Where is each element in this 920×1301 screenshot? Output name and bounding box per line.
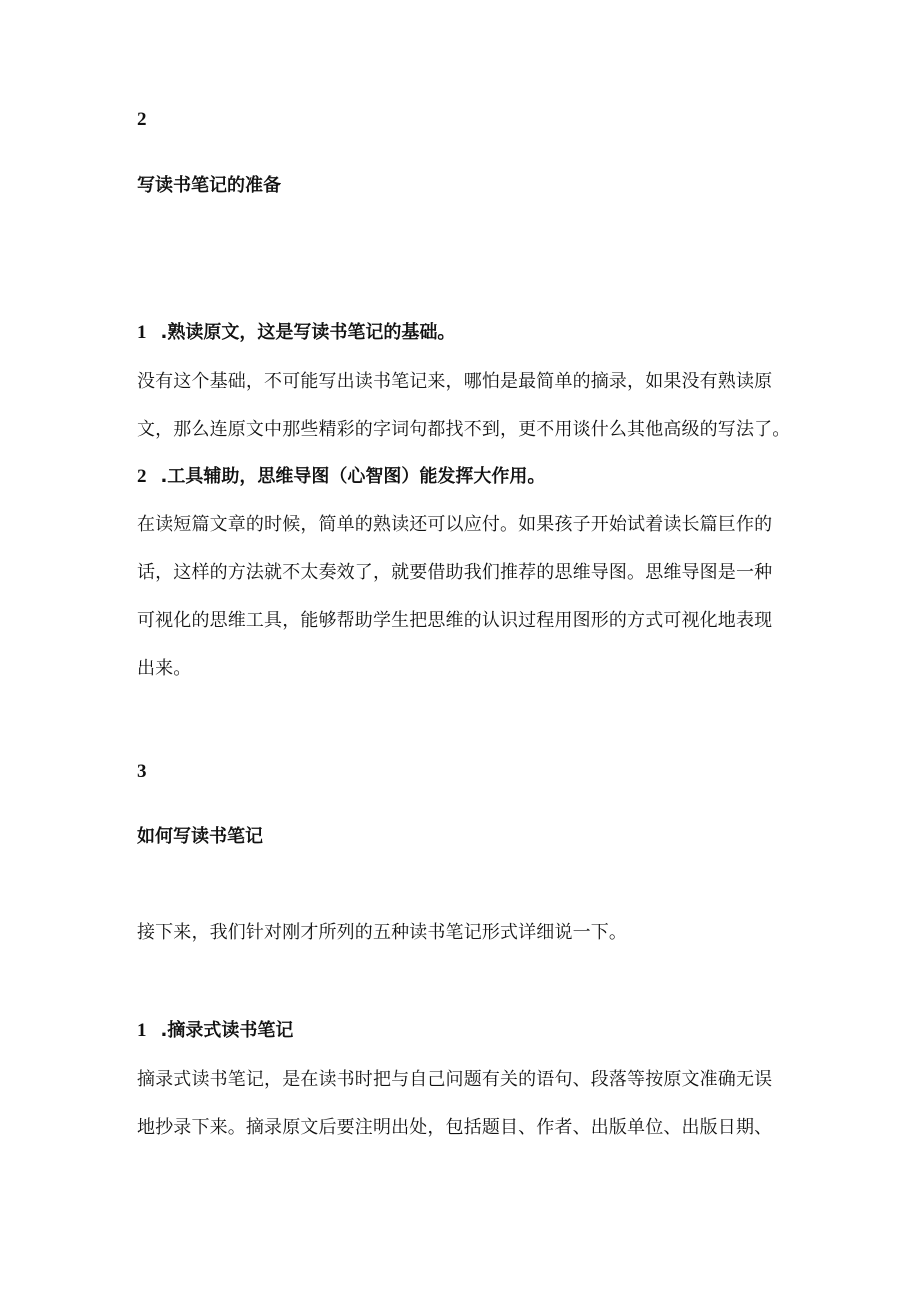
subsection-index: 2: [137, 466, 147, 487]
paragraph-line: 话，这样的方法就不太奏效了，就要借助我们推荐的思维导图。思维导图是一种: [137, 562, 773, 583]
paragraph-line: 可视化的思维工具，能够帮助学生把思维的认识过程用图形的方式可视化地表现: [137, 610, 773, 631]
section-number: 3: [137, 761, 147, 782]
subsection-heading: [137, 321, 455, 345]
subsection-title: .熟读原文，这是写读书笔记的基础。: [160, 322, 456, 343]
section-title: 写读书笔记的准备: [137, 175, 281, 196]
section-number: 2: [137, 109, 147, 130]
paragraph-line: 在读短篇文章的时候，简单的熟读还可以应付。如果孩子开始试着读长篇巨作的: [137, 514, 773, 535]
section-title: 如何写读书笔记: [137, 826, 263, 847]
intro-paragraph: 接下来，我们针对刚才所列的五种读书笔记形式详细说一下。: [137, 922, 628, 943]
subsection-index: 1: [137, 322, 147, 343]
paragraph-line: 没有这个基础，不可能写出读书笔记来，哪怕是最简单的摘录，如果没有熟读原: [137, 371, 773, 392]
paragraph-line: 文，那么连原文中那些精彩的字词句都找不到，更不用谈什么其他高级的写法了。: [137, 419, 791, 440]
subsection-heading: [137, 465, 545, 489]
paragraph-line: 地抄录下来。摘录原文后要注明出处，包括题目、作者、出版单位、出版日期、: [137, 1117, 773, 1138]
subsection-title: .摘录式读书笔记: [160, 1020, 294, 1041]
paragraph-line: 摘录式读书笔记，是在读书时把与自己问题有关的语句、段落等按原文准确无误: [137, 1069, 773, 1090]
paragraph-line: 出来。: [137, 658, 192, 679]
subsection-title: .工具辅助，思维导图（心智图）能发挥大作用。: [160, 466, 546, 487]
subsection-heading: [137, 1019, 293, 1043]
subsection-index: 1: [137, 1020, 147, 1041]
